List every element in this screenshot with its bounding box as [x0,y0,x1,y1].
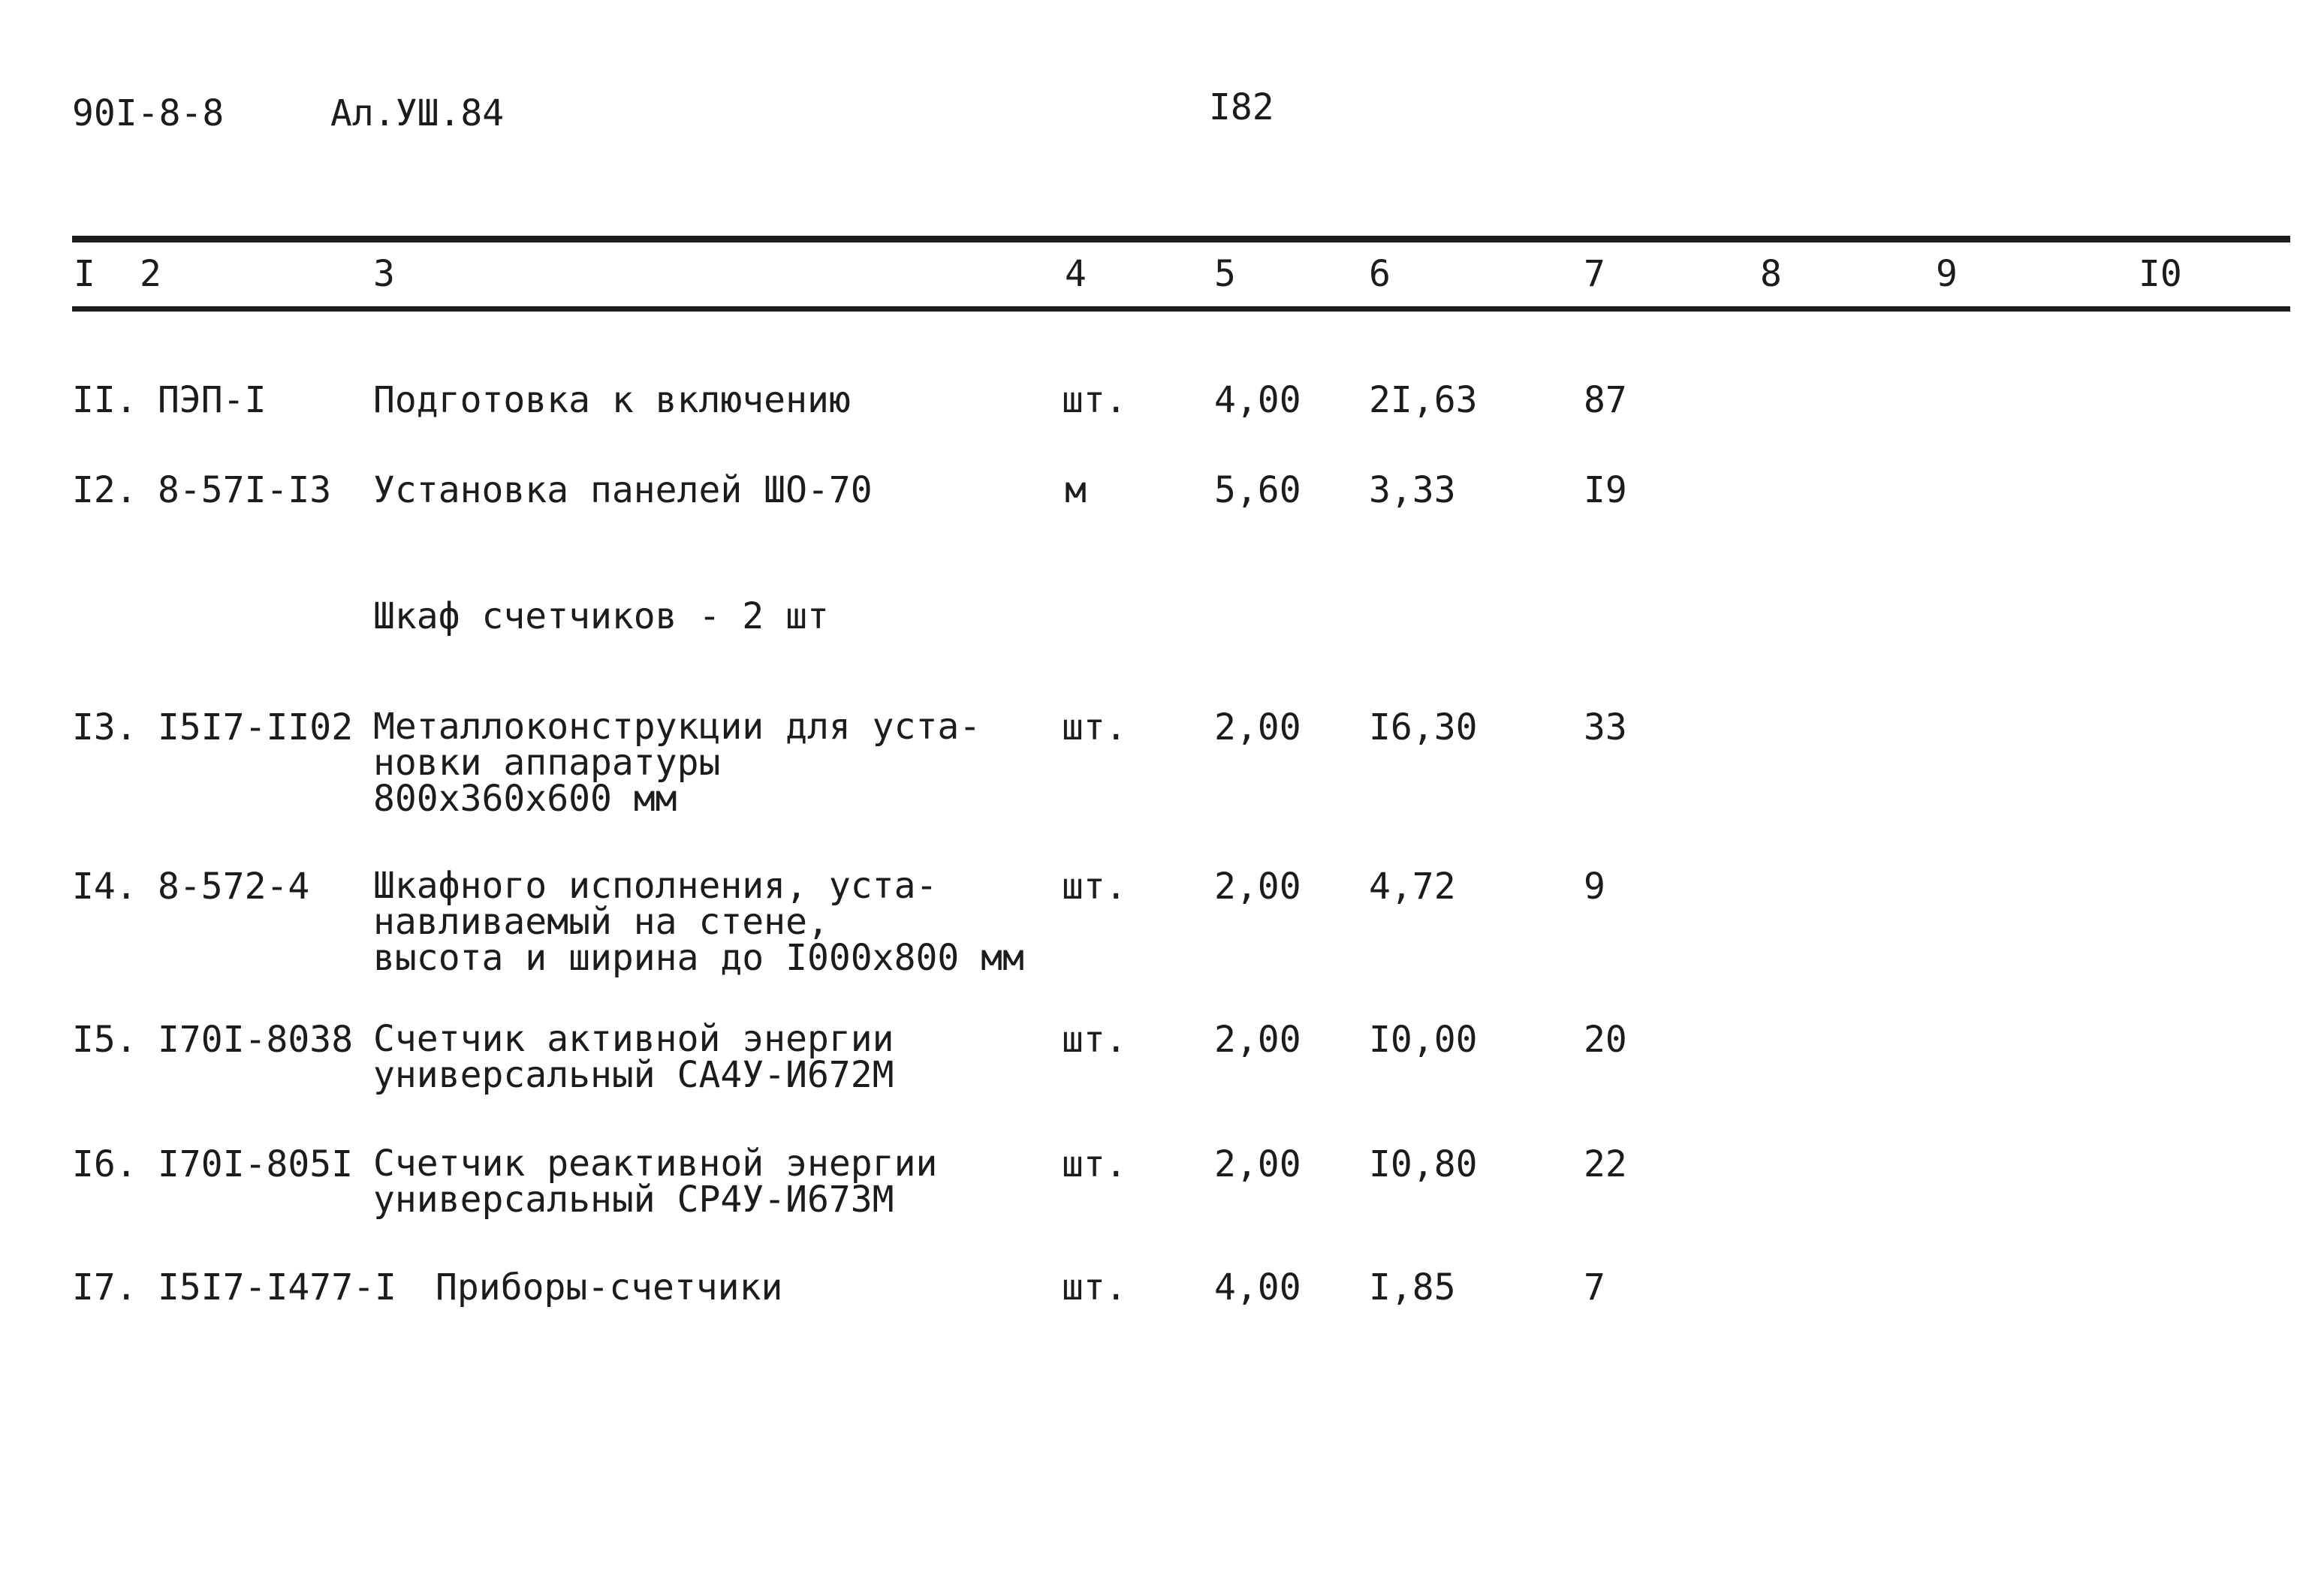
table-row-number: I2. [72,469,137,511]
table-row-code: I5I7-II02 [158,706,354,748]
table-row-number: II. [72,379,137,421]
table-row-name: Установка панелей ШО-70 [373,469,873,511]
table-row-unit: шт. [1062,379,1127,421]
table-row-total: 9 [1584,866,1605,908]
table-row-quantity: 5,60 [1214,469,1301,511]
column-header-3: 3 [373,253,395,295]
document-code: 90I-8-8 [72,92,225,134]
table-row-code: 8-57I-I3 [158,469,332,511]
table-row-unit: шт. [1062,706,1127,748]
table-row-unit: шт. [1062,1143,1127,1185]
table-header-bottom-rule [72,306,2290,312]
table-row-unit: шт. [1062,866,1127,908]
table-row-number: I3. [72,706,137,748]
table-row-quantity: 2,00 [1214,1019,1301,1061]
table-row-total: 20 [1584,1019,1627,1061]
table-row-total: 33 [1584,706,1627,748]
table-row-total: 22 [1584,1143,1627,1185]
column-header-6: 6 [1369,253,1391,295]
table-row-price: 4,72 [1369,866,1456,908]
column-header-5: 5 [1214,253,1236,295]
table-row-number: I5. [72,1019,137,1061]
table-row-price: 2I,63 [1369,379,1478,421]
table-row-number: I4. [72,866,137,908]
table-row-price: I0,00 [1369,1019,1478,1061]
table-row-name: Шкафного исполнения, уста- навливаемый на стене, высота и ширина до I000x800 мм [373,865,1024,979]
album-number: Ал.УШ.84 [330,92,505,134]
table-row-unit: шт. [1062,1019,1127,1061]
section-heading: Шкаф счетчиков - 2 шт [373,595,829,637]
column-header-9: 9 [1936,253,1958,295]
table-row-total: 87 [1584,379,1627,421]
table-row-code: 8-572-4 [158,866,310,908]
page-number: I82 [1209,86,1274,128]
column-header-10: I0 [2139,253,2182,295]
table-row-name: Металлоконструкции для уста- новки аппаратуры 800x360x600 мм [373,706,981,820]
table-row-name: Счетчик активной энергии универсальный СА4У-И672М [373,1018,894,1096]
table-top-rule [72,236,2290,242]
table-row-price: I0,80 [1369,1143,1478,1185]
table-row-unit: м [1065,469,1087,511]
table-row-code: ПЭП-I [158,379,267,421]
table-row-number: I6. [72,1143,137,1185]
column-header-7: 7 [1584,253,1605,295]
table-row-code: I70I-8038 [158,1019,354,1061]
table-row-name: Счетчик реактивной энергии универсальный СР4У-И673М [373,1143,938,1221]
table-row-price: I,85 [1369,1266,1456,1308]
table-row-price: 3,33 [1369,469,1456,511]
table-row-quantity: 2,00 [1214,706,1301,748]
table-row-unit: шт. [1062,1266,1127,1308]
table-row-total: 7 [1584,1266,1605,1308]
column-header-4: 4 [1065,253,1087,295]
table-row-total: I9 [1584,469,1627,511]
column-header-1: I [74,253,95,295]
table-row-code: I5I7-I477-I [158,1266,396,1308]
table-row-number: I7. [72,1266,137,1308]
table-row-quantity: 2,00 [1214,866,1301,908]
table-row-quantity: 4,00 [1214,1266,1301,1308]
column-header-2: 2 [140,253,161,295]
table-row-quantity: 2,00 [1214,1143,1301,1185]
column-header-8: 8 [1760,253,1782,295]
table-row-name: Приборы-счетчики [436,1266,783,1308]
table-row-quantity: 4,00 [1214,379,1301,421]
table-row-price: I6,30 [1369,706,1478,748]
table-row-name: Подготовка к включению [373,379,851,421]
table-row-code: I70I-805I [158,1143,354,1185]
